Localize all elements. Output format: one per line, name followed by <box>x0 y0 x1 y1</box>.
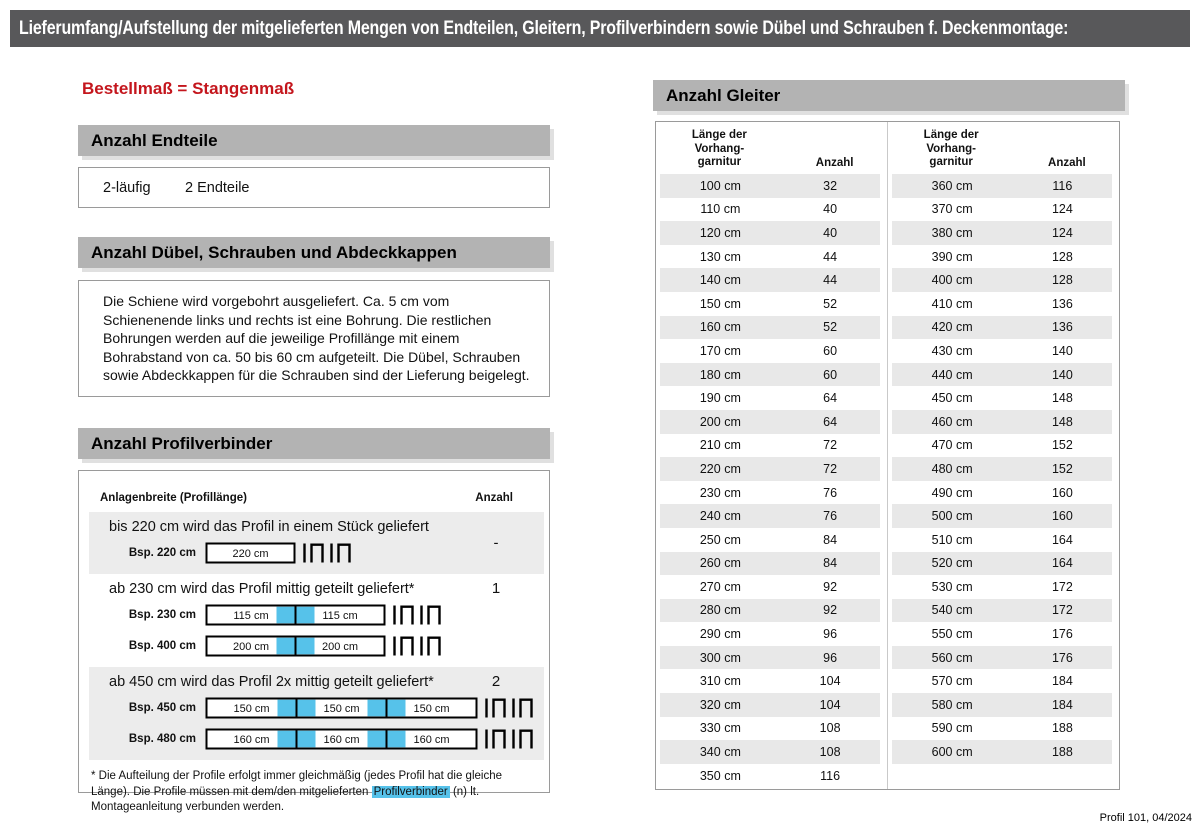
segment-length-label: 115 cm <box>322 610 358 623</box>
anzahl-cell: 152 <box>1051 438 1073 453</box>
gleiter-row <box>892 221 1113 245</box>
example-row <box>89 633 544 659</box>
length-cell: 190 cm <box>699 391 741 406</box>
col-anzahl: Anzahl <box>475 492 513 504</box>
length-cell: 100 cm <box>699 178 741 193</box>
length-cell: 350 cm <box>699 768 741 783</box>
anzahl-cell: 172 <box>1051 579 1073 594</box>
anzahl-cell: 44 <box>823 273 838 288</box>
anzahl-cell: 124 <box>1051 202 1073 217</box>
gleiter-row <box>660 764 880 788</box>
length-cell: 580 cm <box>931 697 973 712</box>
segment-length-label: 115 cm <box>233 610 269 623</box>
gleiter-row <box>660 174 880 198</box>
gleiter-row <box>660 221 880 245</box>
anzahl-cell: 104 <box>819 674 841 689</box>
anzahl-cell: 124 <box>1051 225 1073 240</box>
anzahl-cell: 60 <box>823 367 838 382</box>
length-cell: 320 cm <box>699 697 741 712</box>
anzahl-cell: 104 <box>819 697 841 712</box>
anzahl-cell: 128 <box>1051 273 1073 288</box>
length-cell: 530 cm <box>931 579 973 594</box>
footnote-text: (n) lt. Montageanleitung verbunden werden. <box>91 785 480 813</box>
length-cell: 360 cm <box>931 178 973 193</box>
gleiter-row <box>892 245 1113 269</box>
col-anzahl: Anzahl <box>815 157 854 169</box>
profile-diagram <box>205 726 539 752</box>
example-row <box>89 726 544 752</box>
anzahl-cell: 44 <box>823 249 838 264</box>
anzahl-cell: 136 <box>1051 320 1073 335</box>
anzahl-cell: 176 <box>1051 650 1073 665</box>
anzahl-cell: 184 <box>1051 697 1073 712</box>
gleiter-row <box>892 504 1113 528</box>
profilverbinder-table <box>78 470 550 813</box>
anzahl-cell: 116 <box>1052 178 1073 193</box>
profilverbinder-group <box>89 574 544 667</box>
gleiter-row <box>892 599 1113 623</box>
anzahl-cell: 84 <box>823 556 838 571</box>
col-laenge: Länge der Vorhang- garnitur <box>691 129 747 168</box>
example-label: Bsp. 450 cm <box>128 702 196 714</box>
gleiter-row <box>892 174 1113 198</box>
gleiter-row <box>660 669 880 693</box>
gleiter-row <box>892 268 1113 292</box>
anzahl-cell: 96 <box>823 627 838 642</box>
group-anzahl-value: 2 <box>491 673 501 690</box>
gleiter-header <box>656 122 887 174</box>
anzahl-cell: 160 <box>1051 509 1073 524</box>
gleiter-row <box>660 504 880 528</box>
gleiter-row <box>892 740 1113 764</box>
example-row <box>89 540 544 566</box>
profile-diagram <box>205 602 447 628</box>
gleiter-row <box>660 575 880 599</box>
length-cell: 470 cm <box>931 438 973 453</box>
length-cell: 210 cm <box>699 438 741 453</box>
group-rule-text: ab 450 cm wird das Profil 2x mittig geteilt geliefert* <box>109 674 434 690</box>
anzahl-cell: 188 <box>1051 721 1073 736</box>
anzahl-cell: 92 <box>823 603 838 618</box>
gleiter-section-header: Anzahl Gleiter <box>653 80 1125 111</box>
document-reference: Profil 101, 04/2024 <box>1099 812 1192 824</box>
gleiter-row <box>892 292 1113 316</box>
length-cell: 570 cm <box>931 674 973 689</box>
anzahl-cell: 108 <box>819 745 841 760</box>
length-cell: 590 cm <box>931 721 973 736</box>
length-cell: 480 cm <box>931 461 973 476</box>
gleiter-row <box>660 339 880 363</box>
group-anzahl-value: 1 <box>491 580 501 597</box>
profilverbinder-section-header: Anzahl Profilverbinder <box>78 428 550 459</box>
gleiter-row <box>660 646 880 670</box>
segment-length-label: 150 cm <box>413 703 450 716</box>
gleiter-row <box>892 434 1113 458</box>
gleiter-row <box>660 693 880 717</box>
length-cell: 440 cm <box>931 367 973 382</box>
length-cell: 560 cm <box>931 650 973 665</box>
length-cell: 550 cm <box>931 627 973 642</box>
length-cell: 200 cm <box>699 414 741 429</box>
page-title: Lieferumfang/Aufstellung der mitgelieferten Mengen von Endteilen, Gleitern, Profilverbindern sowie Dübel und Schrauben f. Deckenmontage: <box>19 17 1069 39</box>
gleiter-row <box>660 386 880 410</box>
duebel-text-box <box>78 280 550 397</box>
anzahl-cell: 136 <box>1051 296 1073 311</box>
gleiter-subtable-left <box>656 122 888 789</box>
gleiter-row <box>660 198 880 222</box>
endteile-section-header: Anzahl Endteile <box>78 125 550 156</box>
length-cell: 380 cm <box>931 225 973 240</box>
gleiter-row <box>892 575 1113 599</box>
duebel-section-header: Anzahl Dübel, Schrauben und Abdeckkappen <box>78 237 550 268</box>
anzahl-cell: 72 <box>823 438 838 453</box>
gleiter-row <box>660 528 880 552</box>
length-cell: 170 cm <box>699 343 741 358</box>
profilverbinder-column-headers <box>89 492 539 512</box>
length-cell: 400 cm <box>931 273 973 288</box>
length-cell: 600 cm <box>931 745 973 760</box>
segment-length-label: 150 cm <box>323 703 360 716</box>
anzahl-cell: 172 <box>1051 603 1073 618</box>
gleiter-row <box>660 268 880 292</box>
length-cell: 110 cm <box>700 202 741 217</box>
footnote <box>91 769 537 816</box>
length-cell: 410 cm <box>931 296 973 311</box>
anzahl-cell: 140 <box>1051 367 1073 382</box>
gleiter-row <box>660 740 880 764</box>
example-row <box>89 695 544 721</box>
segment-length-label: 160 cm <box>233 734 270 747</box>
segment-length-label: 150 cm <box>233 703 270 716</box>
profile-diagram <box>205 633 447 659</box>
endteile-row-label: 2-läufig <box>103 179 151 196</box>
title-banner <box>10 10 1190 47</box>
order-size-note: Bestellmaß = Stangenmaß <box>82 79 295 98</box>
gleiter-rows-right <box>888 174 1120 764</box>
group-anzahl-value: - <box>493 534 499 552</box>
length-cell: 290 cm <box>699 627 741 642</box>
gleiter-row <box>892 410 1113 434</box>
endteile-table <box>78 167 550 208</box>
gleiter-row <box>892 457 1113 481</box>
length-cell: 240 cm <box>699 509 741 524</box>
gleiter-row <box>660 599 880 623</box>
gleiter-row <box>660 457 880 481</box>
gleiter-row <box>892 552 1113 576</box>
segment-length-label: 160 cm <box>323 734 360 747</box>
gleiter-header <box>888 122 1120 174</box>
anzahl-cell: 128 <box>1051 249 1073 264</box>
gleiter-row <box>892 646 1113 670</box>
length-cell: 280 cm <box>699 603 741 618</box>
length-cell: 390 cm <box>931 249 973 264</box>
anzahl-cell: 184 <box>1051 674 1073 689</box>
col-laenge: Länge der Vorhang- garnitur <box>923 129 979 168</box>
example-row <box>89 602 544 628</box>
anzahl-cell: 164 <box>1051 556 1073 571</box>
length-cell: 430 cm <box>931 343 973 358</box>
group-rule-text: bis 220 cm wird das Profil in einem Stück geliefert <box>109 519 429 535</box>
length-cell: 140 cm <box>699 273 741 288</box>
gleiter-row <box>892 339 1113 363</box>
length-cell: 510 cm <box>931 532 973 547</box>
anzahl-cell: 64 <box>823 391 838 406</box>
length-cell: 450 cm <box>931 391 973 406</box>
length-cell: 120 cm <box>699 225 741 240</box>
anzahl-cell: 148 <box>1051 391 1073 406</box>
col-anzahl: Anzahl <box>1048 157 1086 169</box>
length-cell: 310 cm <box>699 674 741 689</box>
anzahl-cell: 76 <box>823 485 838 500</box>
length-cell: 180 cm <box>699 367 741 382</box>
footnote-text: * Die Aufteilung der Profile erfolgt immer gleichmäßig (jedes Profil hat die gleiche Länge). Die Profile müssen mit dem/den mitgelieferten <box>91 770 503 798</box>
profilverbinder-group <box>89 512 544 574</box>
example-label: Bsp. 400 cm <box>128 640 196 652</box>
anzahl-cell: 108 <box>819 721 841 736</box>
length-cell: 340 cm <box>699 745 741 760</box>
segment-length-label: 200 cm <box>321 641 359 654</box>
gleiter-row <box>660 434 880 458</box>
anzahl-cell: 116 <box>820 768 841 783</box>
gleiter-row <box>892 198 1113 222</box>
segment-length-label: 220 cm <box>232 548 269 561</box>
length-cell: 150 cm <box>699 296 741 311</box>
anzahl-cell: 32 <box>823 178 838 193</box>
length-cell: 490 cm <box>931 485 973 500</box>
profilverbinder-group <box>89 667 544 760</box>
segment-length-label: 200 cm <box>232 641 270 654</box>
gleiter-row <box>892 693 1113 717</box>
gleiter-row <box>892 363 1113 387</box>
anzahl-cell: 52 <box>823 320 838 335</box>
gleiter-row <box>660 292 880 316</box>
length-cell: 420 cm <box>931 320 973 335</box>
anzahl-cell: 76 <box>823 509 838 524</box>
gleiter-row <box>660 363 880 387</box>
gleiter-subtable-right <box>888 122 1120 789</box>
anzahl-cell: 176 <box>1051 627 1073 642</box>
length-cell: 300 cm <box>699 650 741 665</box>
anzahl-cell: 188 <box>1051 745 1073 760</box>
length-cell: 370 cm <box>931 202 973 217</box>
profile-diagram <box>205 540 357 566</box>
anzahl-cell: 152 <box>1051 461 1073 476</box>
example-label: Bsp. 220 cm <box>128 547 196 559</box>
gleiter-row <box>660 552 880 576</box>
length-cell: 220 cm <box>699 461 741 476</box>
gleiter-row <box>660 245 880 269</box>
anzahl-cell: 96 <box>823 650 838 665</box>
anzahl-cell: 160 <box>1051 485 1073 500</box>
segment-length-label: 160 cm <box>413 734 450 747</box>
length-cell: 260 cm <box>699 556 741 571</box>
anzahl-cell: 148 <box>1051 414 1073 429</box>
anzahl-cell: 52 <box>823 296 838 311</box>
gleiter-row <box>660 316 880 340</box>
length-cell: 130 cm <box>699 249 741 264</box>
gleiter-row <box>892 316 1113 340</box>
length-cell: 540 cm <box>931 603 973 618</box>
anzahl-cell: 72 <box>823 461 838 476</box>
length-cell: 500 cm <box>931 509 973 524</box>
gleiter-row <box>892 622 1113 646</box>
length-cell: 160 cm <box>699 320 741 335</box>
gleiter-row <box>660 717 880 741</box>
gleiter-row <box>892 717 1113 741</box>
example-label: Bsp. 230 cm <box>128 609 196 621</box>
profilverbinder-groups <box>79 512 549 760</box>
gleiter-row <box>660 481 880 505</box>
anzahl-cell: 64 <box>823 414 838 429</box>
gleiter-row <box>892 528 1113 552</box>
col-anlagenbreite: Anlagenbreite (Profillänge) <box>100 492 247 504</box>
gleiter-table <box>655 121 1120 790</box>
gleiter-rows-left <box>656 174 887 787</box>
example-label: Bsp. 480 cm <box>128 733 196 745</box>
anzahl-cell: 140 <box>1051 343 1073 358</box>
length-cell: 330 cm <box>699 721 741 736</box>
group-rule-text: ab 230 cm wird das Profil mittig geteilt geliefert* <box>109 581 415 597</box>
anzahl-cell: 84 <box>823 532 838 547</box>
endteile-row-value: 2 Endteile <box>185 179 250 196</box>
anzahl-cell: 40 <box>823 225 838 240</box>
anzahl-cell: 164 <box>1051 532 1073 547</box>
gleiter-row <box>660 410 880 434</box>
length-cell: 460 cm <box>931 414 973 429</box>
length-cell: 250 cm <box>699 532 741 547</box>
gleiter-row <box>892 386 1113 410</box>
length-cell: 230 cm <box>699 485 741 500</box>
anzahl-cell: 40 <box>823 202 838 217</box>
anzahl-cell: 60 <box>823 343 838 358</box>
profile-diagram <box>205 695 539 721</box>
footnote-highlight: Profilverbinder <box>373 785 448 798</box>
gleiter-row <box>892 481 1113 505</box>
gleiter-row <box>660 622 880 646</box>
length-cell: 270 cm <box>699 579 741 594</box>
anzahl-cell: 92 <box>823 579 838 594</box>
length-cell: 520 cm <box>931 556 973 571</box>
duebel-text: Die Schiene wird vorgebohrt ausgeliefert. Ca. 5 cm vom Schienenende links und rechts ist eine Bohrung. Die restlichen Bohrungen werden auf die jeweilige Profillänge mit einem Bohrabstand von ca. 50 bis 60 cm aufgeteilt. Die Dübel, Schrauben sowie Abdeckkappen für die Schrauben sind der Lieferung beigelegt. <box>103 293 530 384</box>
gleiter-row <box>892 669 1113 693</box>
